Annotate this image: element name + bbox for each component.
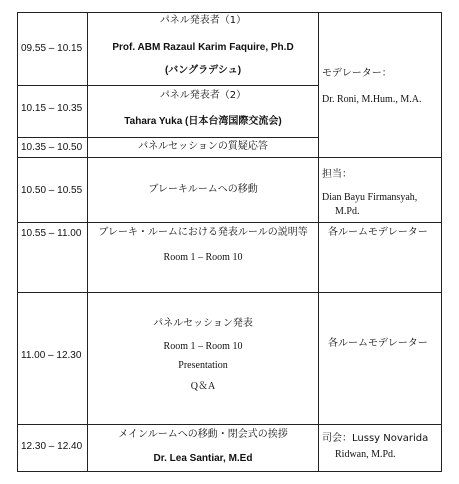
- speaker-affiliation: (バングラデシュ): [164, 65, 242, 76]
- time-cell: 09.55 – 10.15: [21, 43, 83, 54]
- pic-label: 担当：: [322, 169, 352, 180]
- table-border-left: [17, 12, 18, 472]
- session-label: パネルセッションの質疑応答: [138, 141, 268, 152]
- column-divider: [318, 12, 319, 472]
- session-label: パネルセッション発表: [153, 318, 253, 329]
- session-label: パネル発表者（2）: [159, 90, 247, 101]
- session-detail: Q＆A: [190, 381, 216, 392]
- table-border-top: [17, 12, 442, 13]
- row-divider: [17, 157, 442, 158]
- row-divider: [17, 137, 319, 138]
- time-cell: 10.35 – 10.50: [21, 142, 83, 153]
- row-divider: [17, 85, 319, 86]
- room-moderator-label: 各ルームモデレーター: [328, 227, 428, 238]
- time-cell: 10.55 – 11.00: [21, 228, 82, 239]
- session-detail: Presentation: [178, 360, 228, 371]
- time-cell: 12.30 – 12.40: [21, 441, 83, 452]
- speaker-name: Prof. ABM Razaul Karim Faquire, Ph.D: [112, 42, 294, 53]
- pic-name: M.Pd.: [335, 206, 360, 217]
- table-border-right: [441, 12, 442, 472]
- mc-label: 司会：Lussy Novarida: [322, 433, 429, 444]
- time-cell: 10.15 – 10.35: [21, 103, 83, 114]
- time-cell: 10.50 – 10.55: [21, 185, 83, 196]
- session-label: パネル発表者（1）: [159, 15, 247, 26]
- room-range: Room 1 – Room 10: [163, 252, 243, 263]
- session-label: メインルームへの移動・閉会式の挨拶: [118, 429, 288, 440]
- speaker-name: Dr. Lea Santiar, M.Ed: [153, 453, 253, 464]
- time-cell: 11.00 – 12.30: [21, 350, 82, 361]
- room-range: Room 1 – Room 10: [163, 341, 243, 352]
- session-label: ブレーキ・ルームにおける発表ルールの説明等: [98, 227, 308, 238]
- moderator-name: Dr. Roni, M.Hum., M.A.: [322, 94, 422, 105]
- session-label: ブレーキルームへの移動: [148, 184, 258, 195]
- room-moderator-label: 各ルームモデレーター: [328, 338, 428, 349]
- speaker-name: Tahara Yuka (日本台湾国際交流会): [124, 116, 282, 127]
- pic-name: Dian Bayu Firmansyah,: [322, 192, 418, 203]
- mc-name: Ridwan, M.Pd.: [335, 449, 396, 460]
- row-divider: [17, 292, 442, 293]
- column-divider: [87, 12, 88, 472]
- row-divider: [17, 424, 442, 425]
- row-divider: [17, 222, 442, 223]
- moderator-label: モデレーター：: [322, 68, 392, 79]
- table-border-bottom: [17, 471, 442, 472]
